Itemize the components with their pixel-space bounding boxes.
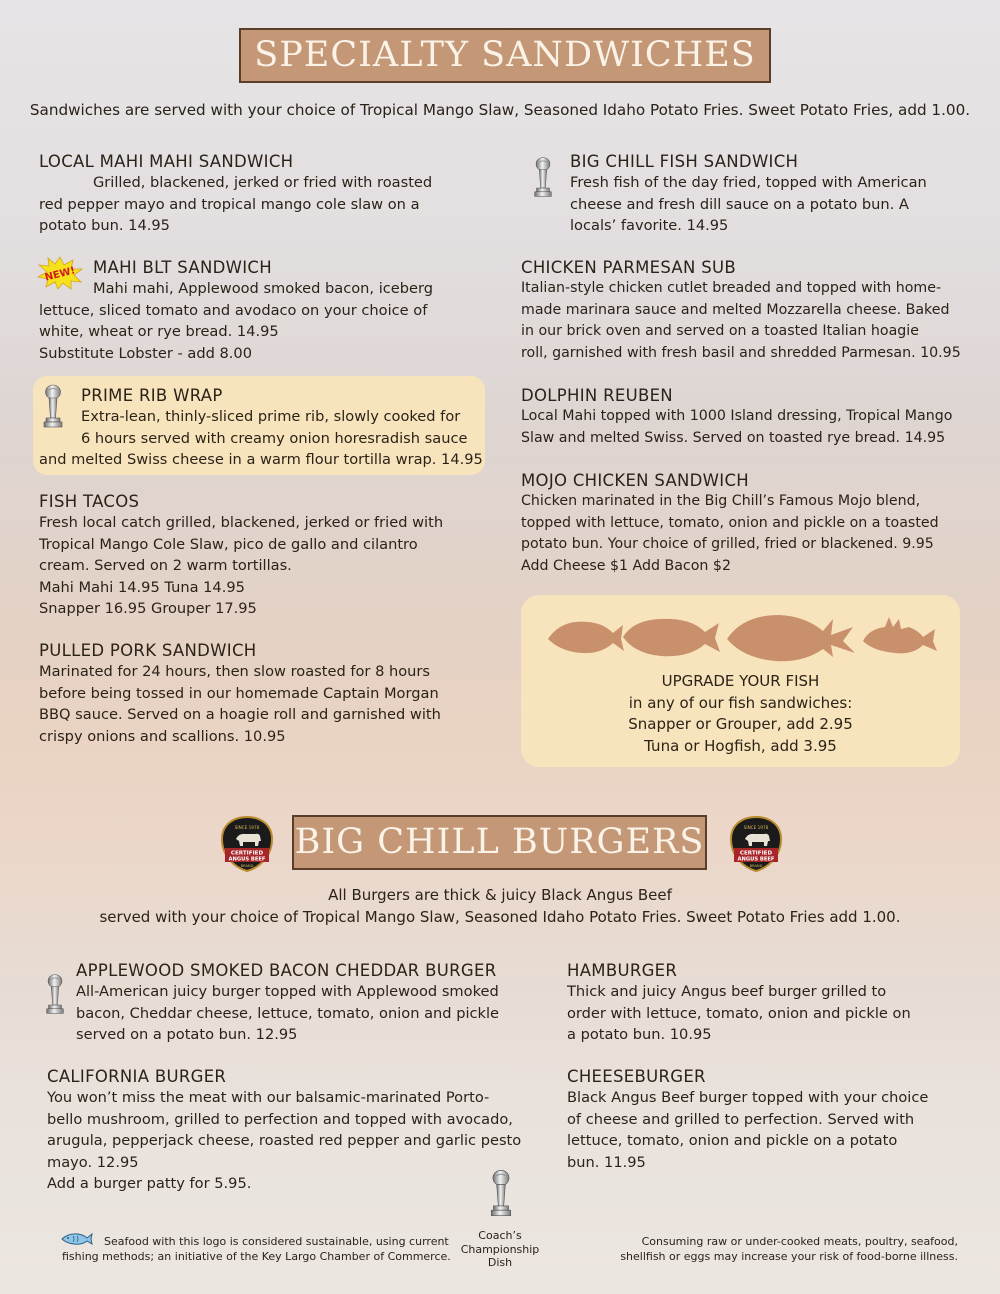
menu-item-cheeseburger: [567, 1066, 987, 1173]
svg-text:SINCE 1978: SINCE 1978: [234, 825, 260, 830]
sandwiches-section-title: SPECIALTY SANDWICHES: [239, 28, 771, 83]
item-description: Fresh local catch grilled, blackened, jerked or fried with Tropical Mango Cole Slaw, pico de gallo and cilantro cream. Served on 2 warm tortillas. Mahi Mahi 14.95 Tuna 14.95 Snapper 16.95 Grouper 17.95: [39, 514, 444, 617]
item-title: CHICKEN PARMESAN SUB: [521, 258, 736, 277]
item-description: Black Angus Beef burger topped with your choice of cheese and grilled to perfection. Served with lettuce, tomato, onion and pickle on a potato bun. 11.95: [567, 1089, 929, 1171]
item-title: PULLED PORK SANDWICH: [39, 641, 257, 660]
trophy-icon: [531, 148, 555, 206]
item-description: Fresh fish of the day fried, topped with American cheese and fresh dill sauce on a potato bun. A locals’ favorite. 14.95: [570, 174, 927, 234]
upgrade-fish-text: UPGRADE YOUR FISH in any of our fish sandwiches: Snapper or Grouper, add 2.95 Tuna or Hogfish, add 3.95: [628, 672, 853, 755]
item-description: Extra-lean, thinly-sliced prime rib, slowly cooked for 6 hours served with creamy onion horesradish sauce and melted Swiss cheese in a warm flour tortilla wrap. 14.95: [39, 408, 483, 468]
item-description: All-American juicy burger topped with Applewood smoked bacon, Cheddar cheese, lettuce, tomato, onion and pickle served on a potato bun. 12.95: [76, 983, 500, 1043]
trophy-icon: [43, 963, 67, 1025]
svg-text:CERTIFIED: CERTIFIED: [230, 850, 264, 857]
coaches-championship-legend: Coach’s Championship Dish: [460, 1229, 540, 1269]
item-description: Italian-style chicken cutlet breaded and topped with home- made marinara sauce and melted Mozzarella cheese. Baked in our brick oven and served on a toasted Italian hoagie roll, garnished with fresh basil and shredded Parmesan. 10.95: [521, 280, 961, 361]
item-title: BIG CHILL FISH SANDWICH: [570, 152, 799, 171]
item-title: CALIFORNIA BURGER: [47, 1067, 227, 1086]
fish-silhouettes-icon: [543, 605, 943, 669]
certified-angus-beef-logo-left: [219, 815, 275, 873]
svg-text:SINCE 1978: SINCE 1978: [743, 825, 769, 830]
item-title: CHEESEBURGER: [567, 1067, 706, 1086]
sandwiches-intro: Sandwiches are served with your choice of Tropical Mango Slaw, Seasoned Idaho Potato Fries. Sweet Potato Fries, add 1.00.: [29, 101, 971, 119]
burgers-intro: All Burgers are thick & juicy Black Angus Beef served with your choice of Tropical Mango Slaw, Seasoned Idaho Potato Fries. Sweet Potato Fries add 1.00.: [99, 886, 901, 926]
menu-item-prime-rib-wrap: [39, 385, 489, 471]
svg-text:ANGUS BEEF: ANGUS BEEF: [228, 856, 266, 863]
item-description: Grilled, blackened, jerked or fried with roasted red pepper mayo and tropical mango cole slaw on a potato bun. 14.95: [39, 174, 433, 234]
item-description: Local Mahi topped with 1000 Island dressing, Tropical Mango Slaw and melted Swiss. Served on toasted rye bread. 14.95: [521, 408, 953, 446]
item-title: FISH TACOS: [39, 492, 140, 511]
sustainable-seafood-note: Seafood with this logo is considered sustainable, using current fishing methods; an initiative of the Key Largo Chamber of Commerce.: [62, 1235, 451, 1263]
item-description: Thick and juicy Angus beef burger grilled to order with lettuce, tomato, onion and pickle on a potato bun. 10.95: [567, 983, 911, 1043]
item-description: Mahi mahi, Applewood smoked bacon, iceberg lettuce, sliced tomato and avodaco on your choice of white, wheat or rye bread. 14.95 Substitute Lobster - add 8.00: [39, 280, 434, 362]
item-title: HAMBURGER: [567, 961, 678, 980]
menu-item-california-burger: [47, 1066, 537, 1195]
item-title: MAHI BLT SANDWICH: [93, 258, 272, 277]
certified-angus-beef-logo-right: [728, 815, 784, 873]
menu-item-local-mahi-mahi: [39, 151, 489, 237]
burgers-section-title: BIG CHILL BURGERS: [292, 815, 707, 870]
menu-item-big-chill-fish: [570, 151, 990, 237]
svg-text:BRAND: BRAND: [240, 864, 254, 868]
svg-text:CERTIFIED: CERTIFIED: [739, 850, 773, 857]
raw-food-warning: Consuming raw or under-cooked meats, poultry, seafood, shellfish or eggs may increase your risk of food-borne illness.: [620, 1235, 958, 1263]
menu-item-applewood-burger: [76, 960, 536, 1046]
item-title: APPLEWOOD SMOKED BACON CHEDDAR BURGER: [76, 961, 497, 980]
menu-item-dolphin-reuben: [521, 385, 991, 449]
menu-item-chicken-parmesan: [521, 257, 991, 364]
new-badge-text: NEW!: [43, 265, 77, 284]
menu-item-fish-tacos: [39, 491, 489, 620]
menu-item-mojo-chicken: [521, 470, 991, 577]
item-title: LOCAL MAHI MAHI SANDWICH: [39, 152, 294, 171]
menu-item-mahi-blt: [39, 257, 489, 364]
item-title: MOJO CHICKEN SANDWICH: [521, 471, 749, 490]
item-description: Chicken marinated in the Big Chill’s Famous Mojo blend, topped with lettuce, tomato, onion and pickle on a toasted potato bun. Your choice of grilled, fried or blackened. 9.95 Add Cheese $1 Add Bacon $2: [521, 493, 939, 574]
menu-item-hamburger: [567, 960, 987, 1046]
item-title: PRIME RIB WRAP: [81, 386, 223, 405]
svg-text:BRAND: BRAND: [749, 864, 763, 868]
svg-text:ANGUS BEEF: ANGUS BEEF: [737, 856, 775, 863]
upgrade-fish-box: [521, 595, 960, 767]
item-description: You won’t miss the meat with our balsamic-marinated Porto- bello mushroom, grilled to perfection and topped with avocado, arugula, pepperjack cheese, roasted red pepper and garlic pesto mayo. 12.95 Add a burger patty for 5.95.: [47, 1089, 522, 1192]
menu-item-pulled-pork: [39, 640, 489, 747]
item-title: DOLPHIN REUBEN: [521, 386, 673, 405]
item-description: Marinated for 24 hours, then slow roasted for 8 hours before being tossed in our homemade Captain Morgan BBQ sauce. Served on a hoagie roll and garnished with crispy onions and scallions. 10.95: [39, 663, 441, 745]
trophy-icon: [487, 1162, 515, 1224]
